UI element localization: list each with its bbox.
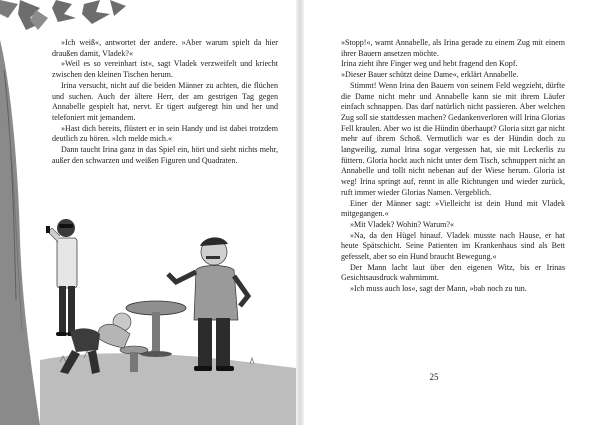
page-number: 25 (429, 372, 439, 382)
left-paragraph-5: Dann taucht Irina ganz in das Spiel ein, hört und sieht nichts mehr, außer den schwarzen und weißen Figuren und Quadraten. (52, 145, 278, 165)
right-page-text (341, 38, 565, 295)
left-paragraph-2: »Weil es so vereinbart ist«, sagt Vladek verzweifelt und kriecht zwischen den kleinen Tischen herum. (52, 59, 278, 80)
right-paragraph-7: »Na, da den Hügel hinauf. Vladek musste nach Hause, er hat heute Spätschicht. Seine Patienten im Krankenhaus sind als Bett gefesselt, aber so ein Hund braucht Bewegung.« (341, 230, 565, 262)
tree-leaves (0, 0, 126, 30)
right-paragraph-5: Einer der Männer sagt: »Vielleicht ist dein Hund mit Vladek mitgegangen.« (341, 198, 565, 219)
right-paragraph-6: »Mit Vladek? Wohin? Warum?« (350, 219, 454, 229)
right-paragraph-8: Der Mann lacht laut über den eigenen Witz, bis er Irinas Gesichtsausdruck wahrnimmt. (341, 262, 565, 283)
right-paragraph-1: »Stopp!«, warnt Annabelle, als Irina gerade zu einem Zug mit einem ihrer Bauern ansetzen möchte. (341, 38, 565, 58)
right-paragraph-9: »Ich muss auch los«, sagt der Mann, »bab noch zu tun. (350, 284, 527, 294)
book-gutter (296, 0, 304, 425)
right-paragraph-3: »Dieser Bauer schützt deine Dame«, erklärt Annabelle. (341, 70, 519, 80)
ground (40, 353, 296, 425)
left-page-text (52, 38, 278, 166)
right-paragraph-2: Irina zieht ihre Finger weg und hebt fragend den Kopf. (341, 59, 518, 69)
right-paragraph-4: Stimmt! Wenn Irina den Bauern von seinem Feld wegzieht, dürfte die Dame nicht mehr und Annabelle kann sie mit ihrem Läufer einfach schnappen. Das darf natürlich nicht passieren. Aber welchen Zug soll sie stattdessen machen? Gedankenverloren will Irina Glorias Fell kraulen. Aber wo ist die Hündin überhaupt? Gloria sitzt gar nicht mehr auf ihrem Schoß. Vermutlich war es der Hündin doch zu langweilig, zumal Irina sogar vergessen hat, sie mit Leckerlis zu füttern. Gloria hockt auch nicht unter dem Tisch, schnuppert nicht an Annabelle und tollt nicht nebenan auf der Wiese herum. Gloria ist weg! Irina springt auf, rennt in alle Richtungen und wieder zurück, ruft immer wieder Glorias Namen. Vergeblich. (341, 80, 565, 197)
tree-trunk (0, 40, 40, 425)
left-paragraph-3: Irina versucht, nicht auf die beiden Männer zu achten, die flüchen und suchen. Auch der ältere Herr, der am gestrigen Tag gegen Annabelle gespielt hat, nervt. Er tigert aufgeregt hin und her und telefoniert mit jemandem. (52, 80, 278, 122)
left-page (0, 0, 296, 425)
man-with-phone (46, 219, 78, 336)
left-paragraph-4: »Hast dich bereits, flüstert er in sein Handy und ist dabei trotzdem deutlich zu hören. »Ich melde mich.« (52, 123, 278, 144)
left-paragraph-1: »Ich weiß«, antwortet der andere. »Aber warum spielt da hier draußen damit, Vladek?« (52, 38, 278, 58)
